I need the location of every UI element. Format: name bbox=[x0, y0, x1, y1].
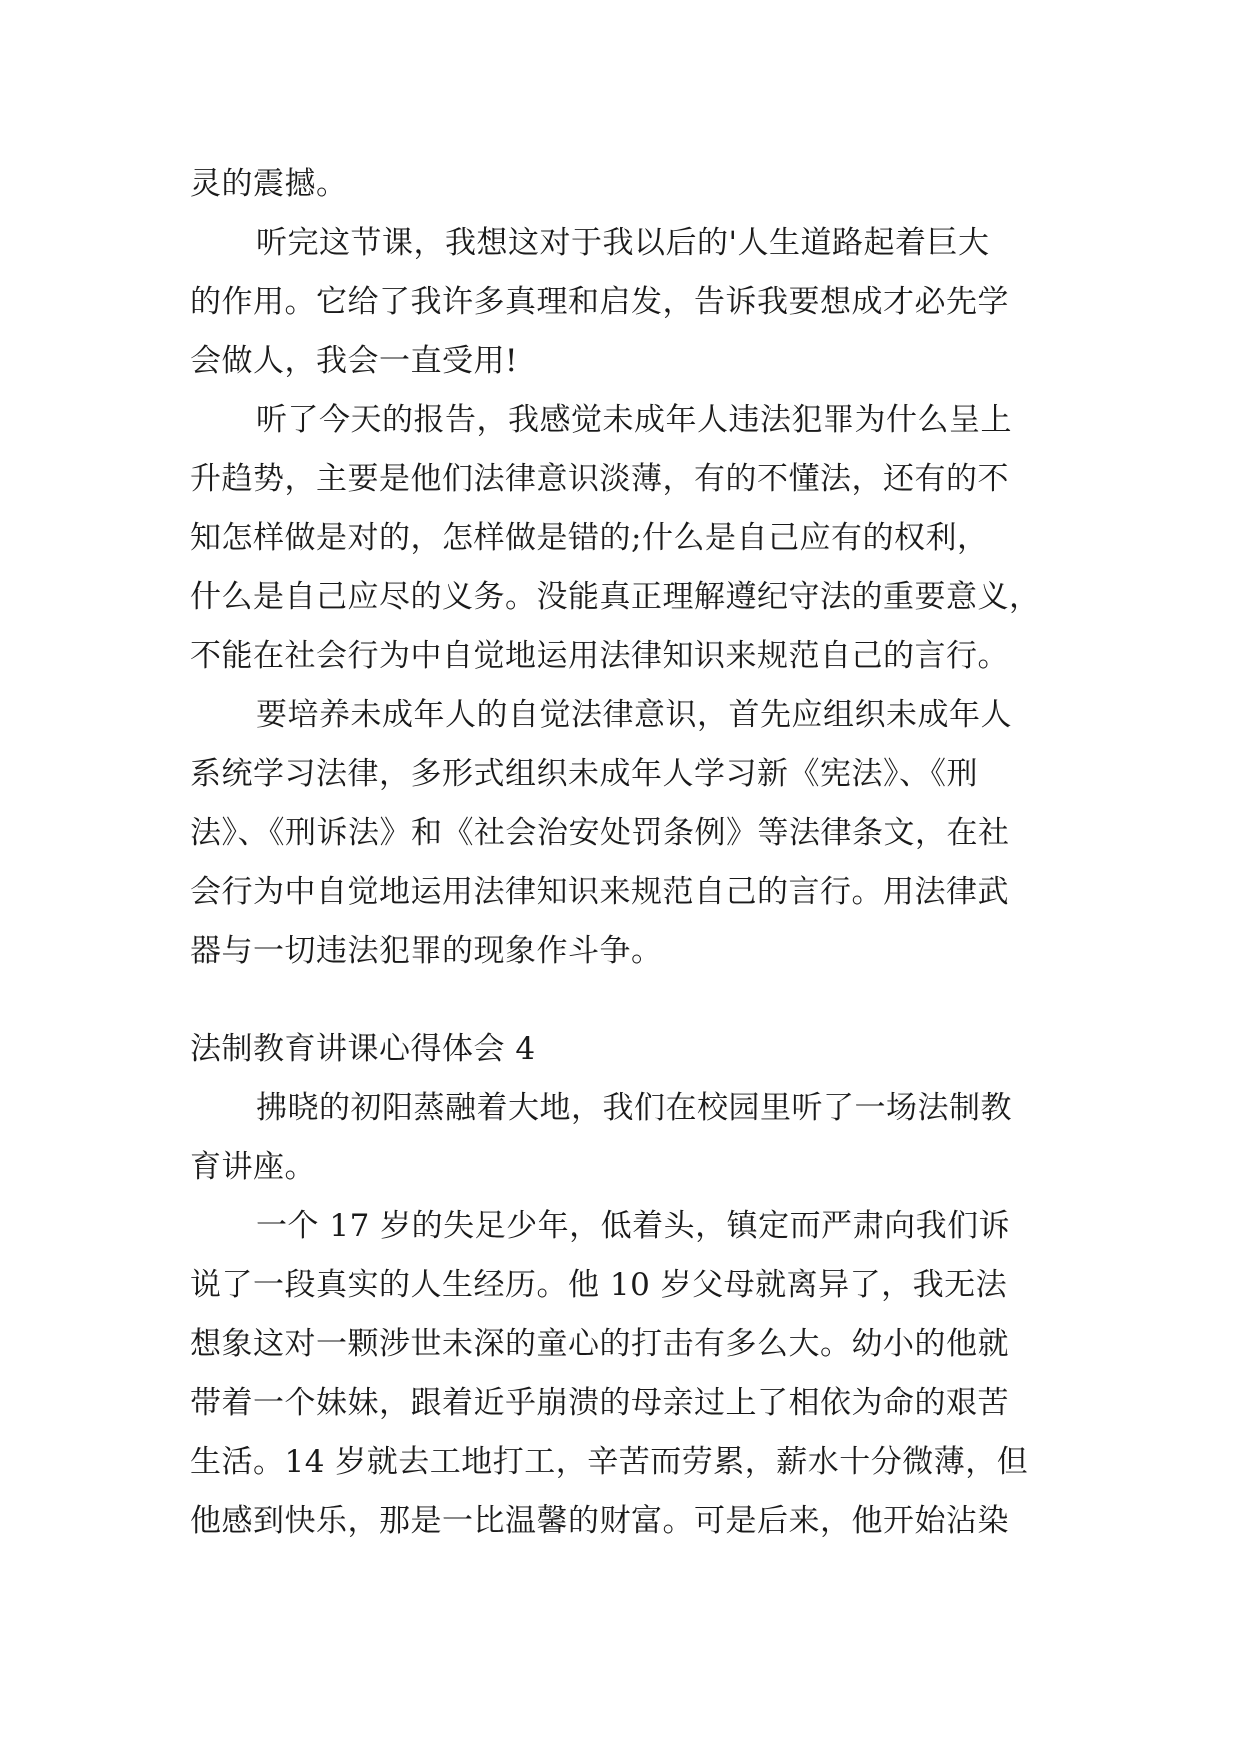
paragraph-line: 带着一个妹妹，跟着近乎崩溃的母亲过上了相依为命的艰苦 bbox=[190, 1385, 1009, 1421]
paragraph-line: 系统学习法律，多形式组织未成年人学习新《宪法》、《刑 bbox=[190, 756, 978, 792]
section-heading: 法制教育讲课心得体会 4 bbox=[190, 1031, 536, 1067]
paragraph-line: 的作用。它给了我许多真理和启发，告诉我要想成才必先学 bbox=[190, 284, 1009, 320]
paragraph-line: 生活。14 岁就去工地打工，辛苦而劳累，薪水十分微薄，但 bbox=[190, 1444, 1029, 1480]
paragraph-line: 灵的震撼。 bbox=[190, 166, 348, 202]
paragraph-line: 育讲座。 bbox=[190, 1149, 316, 1185]
paragraph-line: 什么是自己应尽的义务。没能真正理解遵纪守法的重要意义， bbox=[190, 579, 1041, 615]
paragraph-line: 听了今天的报告，我感觉未成年人违法犯罪为什么呈上 bbox=[256, 402, 1012, 438]
paragraph-line: 会行为中自觉地运用法律知识来规范自己的言行。用法律武 bbox=[190, 874, 1009, 910]
paragraph-line: 知怎样做是对的，怎样做是错的;什么是自己应有的权利， bbox=[190, 520, 989, 556]
paragraph-line: 拂晓的初阳蒸融着大地，我们在校园里听了一场法制教 bbox=[256, 1090, 1012, 1126]
paragraph-line: 一个 17 岁的失足少年，低着头，镇定而严肃向我们诉 bbox=[256, 1208, 1011, 1244]
paragraph-line: 要培养未成年人的自觉法律意识，首先应组织未成年人 bbox=[256, 697, 1012, 733]
paragraph-line: 不能在社会行为中自觉地运用法律知识来规范自己的言行。 bbox=[190, 638, 1009, 674]
paragraph-line: 升趋势，主要是他们法律意识淡薄，有的不懂法，还有的不 bbox=[190, 461, 1009, 497]
paragraph-line: 器与一切违法犯罪的现象作斗争。 bbox=[190, 933, 663, 969]
paragraph-line: 想象这对一颗涉世未深的童心的打击有多么大。幼小的他就 bbox=[190, 1326, 1009, 1362]
paragraph-line: 会做人，我会一直受用! bbox=[190, 343, 518, 379]
paragraph-line: 他感到快乐，那是一比温馨的财富。可是后来，他开始沾染 bbox=[190, 1503, 1009, 1539]
paragraph-line: 听完这节课，我想这对于我以后的'人生道路起着巨大 bbox=[256, 225, 990, 261]
paragraph-line: 法》、《刑诉法》和《社会治安处罚条例》等法律条文，在社 bbox=[190, 815, 1010, 851]
paragraph-line: 说了一段真实的人生经历。他 10 岁父母就离异了，我无法 bbox=[190, 1267, 1008, 1303]
